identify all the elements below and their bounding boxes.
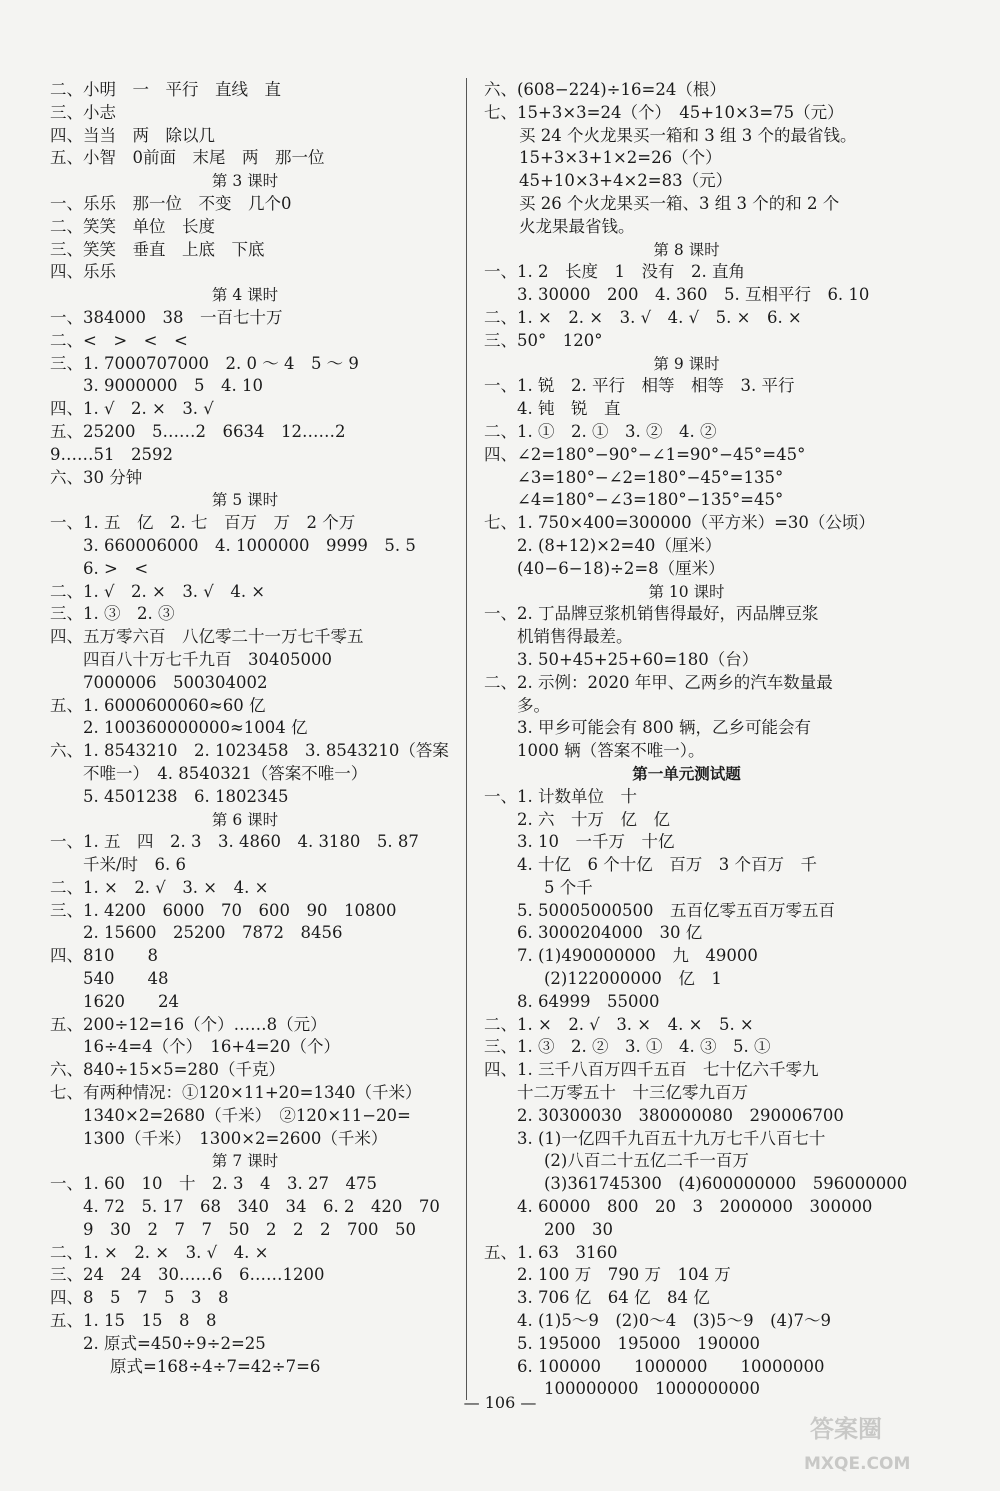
- answer-line: ∠4=180°−∠3=180°−135°=45°: [517, 490, 784, 510]
- answer-line: 三、1. 7000707000 2. 0 ～ 4 5 ～ 9: [50, 353, 359, 373]
- section-heading: 第 8 课时: [653, 240, 720, 259]
- answer-line: 多。: [517, 695, 550, 715]
- answer-line: 不唯一） 4. 8540321（答案不唯一）: [83, 763, 368, 783]
- answer-line: 六、(608−224)÷16=24（根）: [484, 80, 726, 99]
- answer-line: 五、200÷12=16（个）……8（元）: [50, 1014, 327, 1034]
- answer-line: 二、1. × 2. √ 3. × 4. ×: [50, 877, 269, 897]
- answer-line: 七、15+3×3=24（个） 45+10×3=75（元）: [484, 102, 844, 122]
- answer-line: 三、小志: [50, 102, 116, 122]
- answer-line: 一、1. 锐 2. 平行 相等 相等 3. 平行: [484, 376, 795, 396]
- answer-line: 3. 9000000 5 4. 10: [83, 376, 263, 396]
- answer-line: 四、8 5 7 5 3 8: [50, 1288, 229, 1308]
- answer-line: 一、1. 计数单位 十: [484, 786, 637, 806]
- section-heading: 第 3 课时: [211, 172, 279, 191]
- answer-line: 3. 甲乡可能会有 800 辆，乙乡可能会有: [517, 718, 811, 738]
- answer-line: 2. 15600 25200 7872 8456: [83, 923, 343, 943]
- answer-line: 4. (1)5～9 (2)0～4 (3)5～9 (4)7～9: [517, 1311, 831, 1331]
- answer-line: 五、1. 15 15 8 8: [50, 1311, 217, 1331]
- answer-line: 3. 660006000 4. 1000000 9999 5. 5: [83, 535, 416, 555]
- answer-line: 7. (1)490000000 九 49000: [517, 946, 758, 966]
- answer-line: 100000000 1000000000: [544, 1379, 760, 1399]
- answer-line: 7000006 500304002: [83, 672, 268, 692]
- answer-line: 一、乐乐 那一位 不变 几个0: [50, 193, 292, 213]
- answer-line: 一、1. 五 亿 2. 七 百万 万 2 个万: [50, 513, 356, 533]
- answer-line: 六、1. 8543210 2. 1023458 3. 8543210（答案: [50, 741, 449, 761]
- answer-line: 四百八十万七千九百 30405000: [83, 649, 332, 669]
- answer-line: 5 个千: [544, 877, 593, 897]
- answer-line: 15+3×3+1×2=26（个）: [519, 148, 722, 168]
- answer-line: 8. 64999 55000: [517, 991, 660, 1011]
- answer-line: 5. 4501238 6. 1802345: [83, 786, 289, 806]
- answer-line: 5. 195000 195000 190000: [517, 1333, 760, 1353]
- answer-line: 2. 30300030 380000080 290006700: [517, 1105, 844, 1125]
- answer-line: 2. 100360000000≈1004 亿: [83, 718, 308, 738]
- answer-line: 1300（千米） 1300×2=2600（千米）: [83, 1128, 388, 1148]
- answer-line: 4. 60000 800 20 3 2000000 300000: [517, 1197, 873, 1217]
- answer-line: 5. 50005000500 五百亿零五百万零五百: [517, 900, 835, 920]
- answer-line: 七、1. 750×400=300000（平方米）=30（公顷）: [484, 513, 875, 533]
- answer-line: 9 30 2 7 7 50 2 2 2 700 50: [83, 1219, 416, 1239]
- answer-line: 五、1. 6000600060≈60 亿: [50, 695, 266, 715]
- answer-line: 4. 钝 锐 直: [517, 399, 621, 419]
- answer-line: 原式=168÷4÷7=42÷7=6: [110, 1356, 321, 1376]
- answer-line: 五、1. 63 3160: [484, 1242, 618, 1262]
- answer-line: (2)122000000 亿 1: [544, 969, 722, 989]
- answer-line: ∠3=180°−∠2=180°−45°=135°: [517, 467, 784, 487]
- section-heading: 第 6 课时: [211, 810, 279, 829]
- section-heading: 第 4 课时: [211, 286, 279, 305]
- watermark-brand: 答案圈: [810, 1415, 882, 1443]
- answer-line: 买 24 个火龙果买一箱和 3 组 3 个的最省钱。: [519, 125, 857, 145]
- answer-line: 一、2. 丁品牌豆浆机销售得最好，丙品牌豆浆: [484, 604, 819, 624]
- answer-line: 4. 72 5. 17 68 340 34 6. 2 420 70: [83, 1197, 440, 1217]
- answer-line: 3. 10 一千万 十亿: [517, 832, 675, 852]
- answer-line: 四、810 8: [50, 946, 158, 966]
- answer-line: 540 48: [83, 969, 169, 989]
- answer-line: 1000 辆（答案不唯一）。: [517, 741, 705, 761]
- answer-line: 200 30: [544, 1219, 613, 1239]
- answer-line: 6. 100000 1000000 10000000: [517, 1356, 825, 1376]
- answer-line: 3. 706 亿 64 亿 84 亿: [517, 1288, 710, 1308]
- left-column: [50, 79, 450, 1378]
- answer-line: (3)361745300 (4)600000000 596000000: [544, 1174, 908, 1194]
- section-heading: 第 10 课时: [648, 582, 725, 601]
- answer-line: 1340×2=2680（千米） ②120×11−20=: [83, 1105, 411, 1125]
- section-heading: 第 9 课时: [653, 354, 720, 373]
- section-heading: 第 7 课时: [211, 1152, 279, 1171]
- watermark-url: MXQE.COM: [804, 1454, 911, 1474]
- answer-line: 一、384000 38 一百七十万: [50, 307, 283, 327]
- answer-line: 七、有两种情况：①120×11+20=1340（千米）: [50, 1083, 422, 1103]
- answer-line: 二、2. 示例：2020 年甲、乙两乡的汽车数量最: [484, 672, 833, 692]
- answer-line: 2. 100 万 790 万 104 万: [517, 1265, 731, 1285]
- answer-line: 二、1. √ 2. × 3. √ 4. ×: [50, 581, 266, 601]
- answer-line: 9……51 2592: [50, 444, 173, 464]
- answer-line: 千米/时 6. 6: [83, 855, 187, 875]
- answer-line: (40−6−18)÷2=8（厘米）: [517, 558, 725, 578]
- answer-line: 二、1. ① 2. ① 3. ② 4. ②: [484, 421, 717, 441]
- answer-line: 四、五万零六百 八亿零二十一万七千零五: [50, 627, 364, 647]
- answer-line: 3. (1)一亿四千九百五十九万七千八百七十: [517, 1128, 826, 1148]
- answer-line: 三、笑笑 垂直 上底 下底: [50, 239, 265, 259]
- section-heading: 第一单元测试题: [632, 763, 741, 783]
- answer-line: 四、1. 三千八百万四千五百 七十亿六千零九: [484, 1060, 819, 1080]
- answer-line: 四、当当 两 除以几: [50, 125, 215, 145]
- answer-line: 2. (8+12)×2=40（厘米）: [517, 535, 722, 555]
- answer-line: 四、1. √ 2. × 3. √: [50, 399, 214, 419]
- answer-line: 机销售得最差。: [517, 627, 633, 647]
- answer-line: 一、1. 五 四 2. 3 3. 4860 4. 3180 5. 87: [50, 832, 419, 852]
- answer-line: 二、1. × 2. × 3. √ 4. √ 5. × 6. ×: [484, 307, 802, 327]
- answer-line: 3. 50+45+25+60=180（台）: [517, 649, 759, 669]
- section-heading: 第 5 课时: [211, 491, 279, 510]
- answer-line: 三、1. ③ 2. ② 3. ① 4. ③ 5. ①: [484, 1037, 771, 1057]
- answer-line: 1620 24: [83, 991, 179, 1011]
- answer-line: 十二万零五十 十三亿零九百万: [517, 1083, 748, 1103]
- answer-line: 2. 原式=450÷9÷2=25: [83, 1333, 266, 1353]
- answer-line: 6. > <: [83, 558, 149, 578]
- answer-line: 二、1. × 2. √ 3. × 4. × 5. ×: [484, 1014, 754, 1034]
- answer-line: 六、30 分钟: [50, 467, 143, 487]
- answer-line: 六、840÷15×5=280（千克）: [50, 1060, 285, 1080]
- answer-line: 二、小明 一 平行 直线 直: [50, 80, 281, 99]
- answer-line: (2)八百二十五亿二千一百万: [544, 1151, 749, 1171]
- column-divider: [466, 78, 467, 1400]
- answer-line: 三、24 24 30……6 6……1200: [50, 1265, 325, 1285]
- answer-line: 二、1. × 2. × 3. √ 4. ×: [50, 1242, 269, 1262]
- answer-line: 三、1. 4200 6000 70 600 90 10800: [50, 900, 397, 920]
- answer-line: 四、∠2=180°−90°−∠1=90°−45°=45°: [484, 444, 806, 464]
- answer-line: 买 26 个火龙果买一箱、3 组 3 个的和 2 个: [519, 193, 840, 213]
- answer-line: 2. 六 十万 亿 亿: [517, 809, 670, 829]
- answer-line: 一、1. 60 10 十 2. 3 4 3. 27 475: [50, 1174, 377, 1194]
- answer-line: 三、1. ③ 2. ③: [50, 604, 175, 624]
- answer-line: 4. 十亿 6 个十亿 百万 3 个百万 千: [517, 855, 817, 875]
- answer-line: 三、50° 120°: [484, 330, 603, 350]
- right-column: [484, 79, 908, 1401]
- watermark-logo: [798, 1399, 978, 1479]
- answer-line: 五、小智 0前面 末尾 两 那一位: [50, 148, 325, 168]
- answer-line: 一、1. 2 长度 1 没有 2. 直角: [484, 262, 745, 282]
- answer-line: 二、< > < <: [50, 330, 188, 350]
- answer-line: 火龙果最省钱。: [519, 216, 635, 236]
- answer-line: 45+10×3+4×2=83（元）: [519, 171, 733, 191]
- answer-line: 6. 3000204000 30 亿: [517, 923, 703, 943]
- answer-line: 二、笑笑 单位 长度: [50, 216, 215, 236]
- answer-line: 四、乐乐: [50, 262, 116, 282]
- answer-line: 五、25200 5……2 6634 12……2: [50, 421, 346, 441]
- answer-line: 16÷4=4（个） 16+4=20（个）: [83, 1037, 341, 1057]
- page-number: — 106 —: [463, 1393, 537, 1412]
- answer-line: 3. 30000 200 4. 360 5. 互相平行 6. 10: [517, 285, 870, 305]
